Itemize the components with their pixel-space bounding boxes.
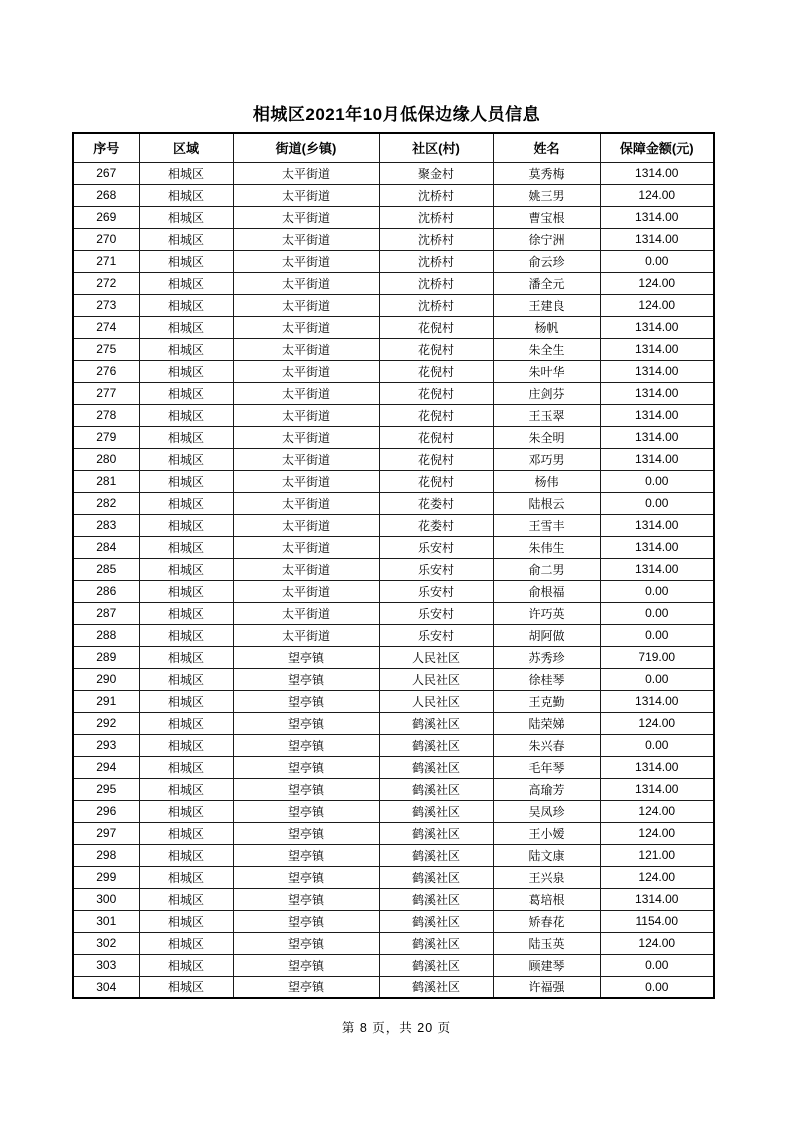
table-cell: 1314.00 bbox=[600, 558, 714, 580]
table-cell: 301 bbox=[73, 910, 139, 932]
table-row bbox=[73, 514, 714, 536]
page-number: 第 8 页，共 20 页 bbox=[341, 1021, 452, 1035]
table-cell: 285 bbox=[73, 558, 139, 580]
table-cell: 相城区 bbox=[139, 250, 233, 272]
table-cell: 乐安村 bbox=[379, 558, 493, 580]
header-cell: 区域 bbox=[139, 133, 233, 162]
table-cell: 鹤溪社区 bbox=[379, 844, 493, 866]
table-cell: 陆荣娣 bbox=[493, 712, 600, 734]
table-row bbox=[73, 866, 714, 888]
table-cell: 太平街道 bbox=[233, 228, 379, 250]
table-cell: 0.00 bbox=[600, 624, 714, 646]
table-cell: 朱伟生 bbox=[493, 536, 600, 558]
table-header-row bbox=[73, 133, 714, 162]
table-cell: 304 bbox=[73, 976, 139, 998]
table-cell: 太平街道 bbox=[233, 360, 379, 382]
table-cell: 相城区 bbox=[139, 580, 233, 602]
table-cell: 太平街道 bbox=[233, 448, 379, 470]
table-cell: 相城区 bbox=[139, 734, 233, 756]
table-row bbox=[73, 646, 714, 668]
table-row bbox=[73, 382, 714, 404]
table-cell: 1314.00 bbox=[600, 404, 714, 426]
table-row bbox=[73, 426, 714, 448]
table-cell: 124.00 bbox=[600, 272, 714, 294]
table-cell: 鹤溪社区 bbox=[379, 778, 493, 800]
table-cell: 朱兴春 bbox=[493, 734, 600, 756]
table-cell: 乐安村 bbox=[379, 536, 493, 558]
table-cell: 望亭镇 bbox=[233, 932, 379, 954]
table-cell: 花倪村 bbox=[379, 404, 493, 426]
table-cell: 曹宝根 bbox=[493, 206, 600, 228]
table-cell: 相城区 bbox=[139, 470, 233, 492]
table-row bbox=[73, 580, 714, 602]
table-cell: 太平街道 bbox=[233, 294, 379, 316]
table-cell: 太平街道 bbox=[233, 250, 379, 272]
table-cell: 相城区 bbox=[139, 800, 233, 822]
table-cell: 279 bbox=[73, 426, 139, 448]
table-cell: 相城区 bbox=[139, 646, 233, 668]
table-cell: 望亭镇 bbox=[233, 844, 379, 866]
table-cell: 望亭镇 bbox=[233, 712, 379, 734]
table-cell: 望亭镇 bbox=[233, 800, 379, 822]
table-row bbox=[73, 624, 714, 646]
table-cell: 王兴泉 bbox=[493, 866, 600, 888]
table-cell: 1314.00 bbox=[600, 690, 714, 712]
table-row bbox=[73, 690, 714, 712]
table-cell: 望亭镇 bbox=[233, 888, 379, 910]
table-cell: 1314.00 bbox=[600, 382, 714, 404]
table-cell: 274 bbox=[73, 316, 139, 338]
table-cell: 相城区 bbox=[139, 360, 233, 382]
table-cell: 287 bbox=[73, 602, 139, 624]
table-cell: 相城区 bbox=[139, 822, 233, 844]
table-row bbox=[73, 822, 714, 844]
table-cell: 朱全生 bbox=[493, 338, 600, 360]
table-cell: 王玉翠 bbox=[493, 404, 600, 426]
table-cell: 沈桥村 bbox=[379, 250, 493, 272]
table-cell: 花倪村 bbox=[379, 360, 493, 382]
table-cell: 292 bbox=[73, 712, 139, 734]
table-cell: 许福强 bbox=[493, 976, 600, 998]
table-cell: 269 bbox=[73, 206, 139, 228]
table-row bbox=[73, 250, 714, 272]
table-cell: 顾建琴 bbox=[493, 954, 600, 976]
table-cell: 281 bbox=[73, 470, 139, 492]
table-cell: 1314.00 bbox=[600, 756, 714, 778]
table-cell: 毛年琴 bbox=[493, 756, 600, 778]
table-cell: 望亭镇 bbox=[233, 734, 379, 756]
table-cell: 相城区 bbox=[139, 778, 233, 800]
table-cell: 286 bbox=[73, 580, 139, 602]
table-cell: 望亭镇 bbox=[233, 690, 379, 712]
table-cell: 275 bbox=[73, 338, 139, 360]
table-cell: 俞云珍 bbox=[493, 250, 600, 272]
table-cell: 太平街道 bbox=[233, 426, 379, 448]
table-cell: 相城区 bbox=[139, 712, 233, 734]
table-cell: 望亭镇 bbox=[233, 668, 379, 690]
table-cell: 鹤溪社区 bbox=[379, 712, 493, 734]
table-cell: 288 bbox=[73, 624, 139, 646]
table-cell: 相城区 bbox=[139, 514, 233, 536]
table-cell: 鹤溪社区 bbox=[379, 866, 493, 888]
table-cell: 294 bbox=[73, 756, 139, 778]
table-cell: 人民社区 bbox=[379, 690, 493, 712]
table-cell: 283 bbox=[73, 514, 139, 536]
table-cell: 273 bbox=[73, 294, 139, 316]
table-cell: 陆根云 bbox=[493, 492, 600, 514]
table-cell: 124.00 bbox=[600, 800, 714, 822]
table-cell: 沈桥村 bbox=[379, 272, 493, 294]
table-cell: 花倪村 bbox=[379, 470, 493, 492]
table-cell: 719.00 bbox=[600, 646, 714, 668]
table-cell: 270 bbox=[73, 228, 139, 250]
table-cell: 1314.00 bbox=[600, 448, 714, 470]
table-cell: 沈桥村 bbox=[379, 228, 493, 250]
table-cell: 相城区 bbox=[139, 382, 233, 404]
table-cell: 邓巧男 bbox=[493, 448, 600, 470]
header-cell: 社区(村) bbox=[379, 133, 493, 162]
table-row bbox=[73, 668, 714, 690]
table-cell: 太平街道 bbox=[233, 580, 379, 602]
page-title: 相城区2021年10月低保边缘人员信息 bbox=[252, 105, 541, 124]
table-cell: 1314.00 bbox=[600, 206, 714, 228]
table-cell: 1314.00 bbox=[600, 426, 714, 448]
table-cell: 太平街道 bbox=[233, 514, 379, 536]
table-cell: 姚三男 bbox=[493, 184, 600, 206]
table-cell: 鹤溪社区 bbox=[379, 756, 493, 778]
table-cell: 1314.00 bbox=[600, 162, 714, 184]
table-cell: 相城区 bbox=[139, 844, 233, 866]
table-cell: 人民社区 bbox=[379, 646, 493, 668]
table-cell: 朱叶华 bbox=[493, 360, 600, 382]
table-cell: 289 bbox=[73, 646, 139, 668]
table-cell: 相城区 bbox=[139, 404, 233, 426]
table-cell: 297 bbox=[73, 822, 139, 844]
table-cell: 陆玉英 bbox=[493, 932, 600, 954]
table-cell: 太平街道 bbox=[233, 536, 379, 558]
table-cell: 0.00 bbox=[600, 492, 714, 514]
table-cell: 276 bbox=[73, 360, 139, 382]
table-cell: 乐安村 bbox=[379, 624, 493, 646]
table-cell: 1314.00 bbox=[600, 514, 714, 536]
table-body bbox=[73, 162, 714, 998]
table-cell: 280 bbox=[73, 448, 139, 470]
table-cell: 俞二男 bbox=[493, 558, 600, 580]
table-cell: 267 bbox=[73, 162, 139, 184]
table-cell: 1314.00 bbox=[600, 536, 714, 558]
benefits-table bbox=[72, 132, 715, 999]
table-cell: 相城区 bbox=[139, 272, 233, 294]
table-cell: 花娄村 bbox=[379, 514, 493, 536]
table-cell: 300 bbox=[73, 888, 139, 910]
table-cell: 0.00 bbox=[600, 602, 714, 624]
table-row bbox=[73, 976, 714, 998]
table-row bbox=[73, 206, 714, 228]
table-cell: 相城区 bbox=[139, 448, 233, 470]
table-cell: 望亭镇 bbox=[233, 778, 379, 800]
table-cell: 俞根福 bbox=[493, 580, 600, 602]
table-row bbox=[73, 360, 714, 382]
table-cell: 271 bbox=[73, 250, 139, 272]
table-cell: 1314.00 bbox=[600, 316, 714, 338]
header-cell: 姓名 bbox=[493, 133, 600, 162]
table-cell: 相城区 bbox=[139, 668, 233, 690]
table-cell: 相城区 bbox=[139, 624, 233, 646]
table-cell: 1314.00 bbox=[600, 888, 714, 910]
table-cell: 鹤溪社区 bbox=[379, 954, 493, 976]
header-cell: 序号 bbox=[73, 133, 139, 162]
table-cell: 相城区 bbox=[139, 976, 233, 998]
table-row bbox=[73, 844, 714, 866]
table-cell: 鹤溪社区 bbox=[379, 976, 493, 998]
table-cell: 1154.00 bbox=[600, 910, 714, 932]
table-cell: 徐宁洲 bbox=[493, 228, 600, 250]
table-cell: 鹤溪社区 bbox=[379, 888, 493, 910]
table-cell: 0.00 bbox=[600, 668, 714, 690]
table-cell: 望亭镇 bbox=[233, 866, 379, 888]
table-cell: 相城区 bbox=[139, 294, 233, 316]
table-row bbox=[73, 294, 714, 316]
table-cell: 121.00 bbox=[600, 844, 714, 866]
table-cell: 相城区 bbox=[139, 184, 233, 206]
table-cell: 相城区 bbox=[139, 426, 233, 448]
table-row bbox=[73, 492, 714, 514]
table-cell: 相城区 bbox=[139, 690, 233, 712]
table-cell: 282 bbox=[73, 492, 139, 514]
table-cell: 124.00 bbox=[600, 712, 714, 734]
table-cell: 272 bbox=[73, 272, 139, 294]
table-cell: 0.00 bbox=[600, 470, 714, 492]
table-cell: 太平街道 bbox=[233, 602, 379, 624]
table-cell: 望亭镇 bbox=[233, 756, 379, 778]
table-cell: 朱全明 bbox=[493, 426, 600, 448]
table-cell: 沈桥村 bbox=[379, 184, 493, 206]
table-cell: 鹤溪社区 bbox=[379, 734, 493, 756]
table-row bbox=[73, 338, 714, 360]
table-cell: 0.00 bbox=[600, 954, 714, 976]
table-cell: 124.00 bbox=[600, 932, 714, 954]
table-cell: 302 bbox=[73, 932, 139, 954]
table-row bbox=[73, 448, 714, 470]
table-cell: 相城区 bbox=[139, 866, 233, 888]
table-row bbox=[73, 133, 714, 162]
table-cell: 0.00 bbox=[600, 580, 714, 602]
table-row bbox=[73, 536, 714, 558]
table-cell: 王克勤 bbox=[493, 690, 600, 712]
table-cell: 相城区 bbox=[139, 558, 233, 580]
table-cell: 124.00 bbox=[600, 184, 714, 206]
table-cell: 花倪村 bbox=[379, 382, 493, 404]
table-cell: 高瑜芳 bbox=[493, 778, 600, 800]
table-cell: 1314.00 bbox=[600, 360, 714, 382]
table-row bbox=[73, 712, 714, 734]
table-cell: 相城区 bbox=[139, 338, 233, 360]
header-cell: 街道(乡镇) bbox=[233, 133, 379, 162]
table-cell: 庄剑芬 bbox=[493, 382, 600, 404]
table-cell: 相城区 bbox=[139, 206, 233, 228]
table-row bbox=[73, 756, 714, 778]
table-cell: 鹤溪社区 bbox=[379, 822, 493, 844]
table-cell: 相城区 bbox=[139, 536, 233, 558]
table-cell: 望亭镇 bbox=[233, 822, 379, 844]
table-cell: 太平街道 bbox=[233, 624, 379, 646]
table-cell: 花倪村 bbox=[379, 316, 493, 338]
table-cell: 相城区 bbox=[139, 316, 233, 338]
table-row bbox=[73, 910, 714, 932]
table-row bbox=[73, 558, 714, 580]
table-cell: 胡阿做 bbox=[493, 624, 600, 646]
table-cell: 相城区 bbox=[139, 162, 233, 184]
table-cell: 花倪村 bbox=[379, 338, 493, 360]
table-cell: 许巧英 bbox=[493, 602, 600, 624]
table-cell: 沈桥村 bbox=[379, 294, 493, 316]
table-cell: 人民社区 bbox=[379, 668, 493, 690]
table-cell: 杨帆 bbox=[493, 316, 600, 338]
table-cell: 花倪村 bbox=[379, 448, 493, 470]
table-cell: 太平街道 bbox=[233, 558, 379, 580]
table-cell: 望亭镇 bbox=[233, 954, 379, 976]
table-cell: 0.00 bbox=[600, 250, 714, 272]
table-cell: 望亭镇 bbox=[233, 910, 379, 932]
table-cell: 乐安村 bbox=[379, 602, 493, 624]
table-cell: 太平街道 bbox=[233, 492, 379, 514]
table-cell: 太平街道 bbox=[233, 184, 379, 206]
table-cell: 0.00 bbox=[600, 976, 714, 998]
table-row bbox=[73, 162, 714, 184]
table-row bbox=[73, 470, 714, 492]
table-cell: 望亭镇 bbox=[233, 976, 379, 998]
table-row bbox=[73, 316, 714, 338]
table-cell: 王小嫒 bbox=[493, 822, 600, 844]
table-cell: 相城区 bbox=[139, 228, 233, 250]
header-cell: 保障金额(元) bbox=[600, 133, 714, 162]
table-cell: 陆文康 bbox=[493, 844, 600, 866]
table-cell: 潘全元 bbox=[493, 272, 600, 294]
table-cell: 268 bbox=[73, 184, 139, 206]
table-cell: 鹤溪社区 bbox=[379, 932, 493, 954]
table-cell: 296 bbox=[73, 800, 139, 822]
table-cell: 124.00 bbox=[600, 866, 714, 888]
table-cell: 太平街道 bbox=[233, 470, 379, 492]
table-row bbox=[73, 602, 714, 624]
table-cell: 太平街道 bbox=[233, 272, 379, 294]
table-row bbox=[73, 734, 714, 756]
table-cell: 1314.00 bbox=[600, 778, 714, 800]
table-cell: 太平街道 bbox=[233, 338, 379, 360]
table-cell: 杨伟 bbox=[493, 470, 600, 492]
table-cell: 相城区 bbox=[139, 492, 233, 514]
table-cell: 王建良 bbox=[493, 294, 600, 316]
table-cell: 相城区 bbox=[139, 954, 233, 976]
table-row bbox=[73, 778, 714, 800]
table-row bbox=[73, 888, 714, 910]
table-row bbox=[73, 800, 714, 822]
table-cell: 太平街道 bbox=[233, 404, 379, 426]
table-cell: 花娄村 bbox=[379, 492, 493, 514]
table-row bbox=[73, 954, 714, 976]
table-cell: 298 bbox=[73, 844, 139, 866]
table-cell: 1314.00 bbox=[600, 338, 714, 360]
table-cell: 苏秀珍 bbox=[493, 646, 600, 668]
table-row bbox=[73, 404, 714, 426]
table-cell: 278 bbox=[73, 404, 139, 426]
table-cell: 相城区 bbox=[139, 932, 233, 954]
table-cell: 徐桂琴 bbox=[493, 668, 600, 690]
table-cell: 鹤溪社区 bbox=[379, 910, 493, 932]
table-cell: 吴凤珍 bbox=[493, 800, 600, 822]
table-cell: 花倪村 bbox=[379, 426, 493, 448]
table-cell: 王雪丰 bbox=[493, 514, 600, 536]
table-cell: 303 bbox=[73, 954, 139, 976]
table-cell: 太平街道 bbox=[233, 162, 379, 184]
table-cell: 葛培根 bbox=[493, 888, 600, 910]
table-cell: 望亭镇 bbox=[233, 646, 379, 668]
table-cell: 相城区 bbox=[139, 756, 233, 778]
table-cell: 1314.00 bbox=[600, 228, 714, 250]
table-cell: 鹤溪社区 bbox=[379, 800, 493, 822]
table-cell: 沈桥村 bbox=[379, 206, 493, 228]
table-cell: 太平街道 bbox=[233, 382, 379, 404]
table-cell: 299 bbox=[73, 866, 139, 888]
table-row bbox=[73, 932, 714, 954]
table-cell: 290 bbox=[73, 668, 139, 690]
table-cell: 莫秀梅 bbox=[493, 162, 600, 184]
table-cell: 相城区 bbox=[139, 910, 233, 932]
table-cell: 乐安村 bbox=[379, 580, 493, 602]
table-cell: 124.00 bbox=[600, 294, 714, 316]
table-cell: 284 bbox=[73, 536, 139, 558]
table-cell: 295 bbox=[73, 778, 139, 800]
table-row bbox=[73, 228, 714, 250]
table-cell: 277 bbox=[73, 382, 139, 404]
table-cell: 矫春花 bbox=[493, 910, 600, 932]
table-row bbox=[73, 184, 714, 206]
table-cell: 291 bbox=[73, 690, 139, 712]
table-cell: 293 bbox=[73, 734, 139, 756]
table-row bbox=[73, 272, 714, 294]
table-cell: 124.00 bbox=[600, 822, 714, 844]
table-cell: 相城区 bbox=[139, 888, 233, 910]
table-cell: 太平街道 bbox=[233, 316, 379, 338]
table-cell: 太平街道 bbox=[233, 206, 379, 228]
table-cell: 0.00 bbox=[600, 734, 714, 756]
table-cell: 聚金村 bbox=[379, 162, 493, 184]
table-cell: 相城区 bbox=[139, 602, 233, 624]
